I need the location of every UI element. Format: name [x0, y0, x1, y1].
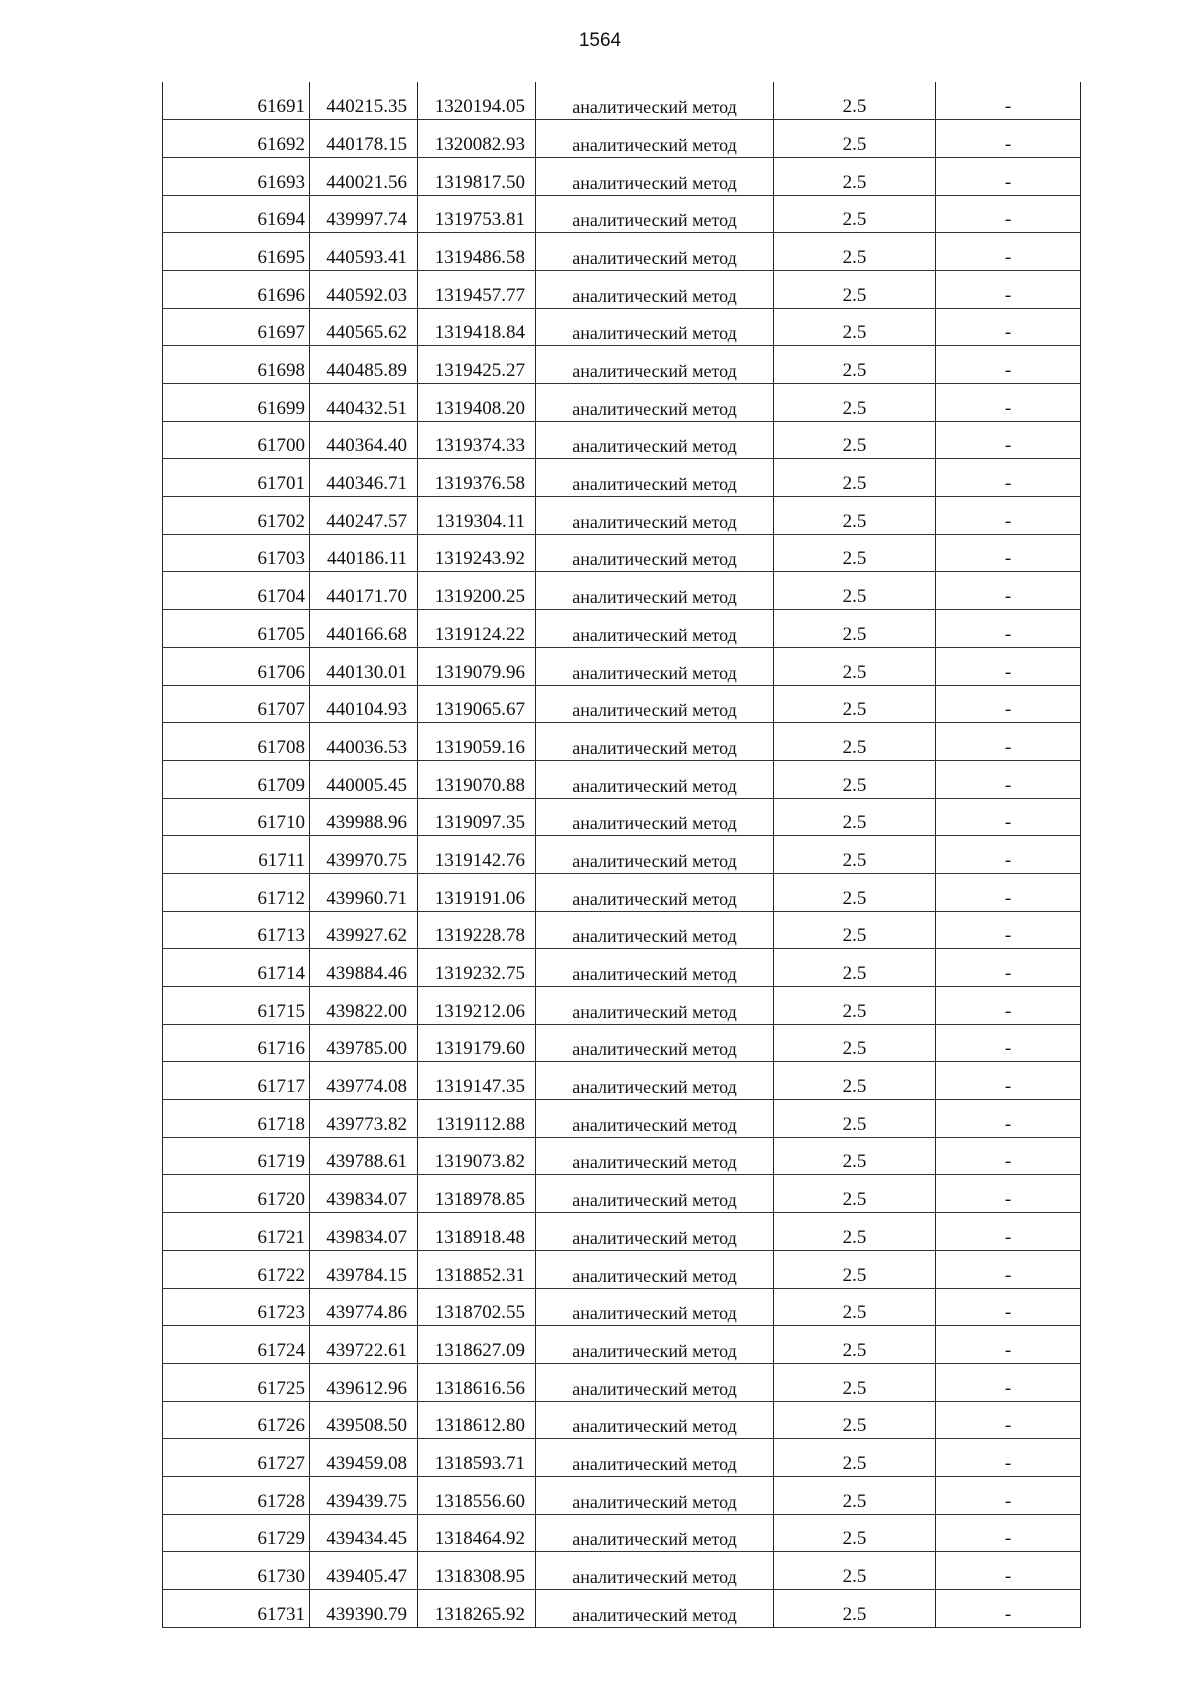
method-cell: аналитический метод	[536, 1062, 774, 1100]
note-cell: -	[936, 1213, 1081, 1251]
accuracy-cell: 2.5	[774, 384, 936, 422]
y-coordinate-cell: 1320194.05	[418, 82, 536, 120]
point-number-cell: 61692	[163, 120, 310, 158]
method-cell: аналитический метод	[536, 1439, 774, 1477]
x-coordinate-cell: 439927.62	[310, 911, 418, 949]
point-number-cell: 61700	[163, 421, 310, 459]
table-row	[163, 949, 1081, 987]
table-row	[163, 1552, 1081, 1590]
note-cell: -	[936, 459, 1081, 497]
note-cell: -	[936, 1100, 1081, 1138]
method-cell: аналитический метод	[536, 346, 774, 384]
y-coordinate-cell: 1320082.93	[418, 120, 536, 158]
accuracy-cell: 2.5	[774, 195, 936, 233]
note-cell: -	[936, 911, 1081, 949]
note-cell: -	[936, 760, 1081, 798]
method-cell: аналитический метод	[536, 685, 774, 723]
y-coordinate-cell: 1318918.48	[418, 1213, 536, 1251]
table-row	[163, 421, 1081, 459]
accuracy-cell: 2.5	[774, 459, 936, 497]
x-coordinate-cell: 439834.07	[310, 1175, 418, 1213]
accuracy-cell: 2.5	[774, 1213, 936, 1251]
point-number-cell: 61729	[163, 1514, 310, 1552]
point-number-cell: 61702	[163, 497, 310, 535]
y-coordinate-cell: 1318556.60	[418, 1476, 536, 1514]
y-coordinate-cell: 1318702.55	[418, 1288, 536, 1326]
point-number-cell: 61719	[163, 1137, 310, 1175]
point-number-cell: 61723	[163, 1288, 310, 1326]
accuracy-cell: 2.5	[774, 233, 936, 271]
accuracy-cell: 2.5	[774, 911, 936, 949]
x-coordinate-cell: 440346.71	[310, 459, 418, 497]
method-cell: аналитический метод	[536, 1213, 774, 1251]
y-coordinate-cell: 1319376.58	[418, 459, 536, 497]
note-cell: -	[936, 798, 1081, 836]
accuracy-cell: 2.5	[774, 1439, 936, 1477]
method-cell: аналитический метод	[536, 157, 774, 195]
x-coordinate-cell: 439774.08	[310, 1062, 418, 1100]
point-number-cell: 61697	[163, 308, 310, 346]
x-coordinate-cell: 439822.00	[310, 987, 418, 1025]
point-number-cell: 61711	[163, 836, 310, 874]
method-cell: аналитический метод	[536, 1401, 774, 1439]
method-cell: аналитический метод	[536, 911, 774, 949]
x-coordinate-cell: 439612.96	[310, 1363, 418, 1401]
method-cell: аналитический метод	[536, 1175, 774, 1213]
table-row	[163, 873, 1081, 911]
y-coordinate-cell: 1319112.88	[418, 1100, 536, 1138]
point-number-cell: 61730	[163, 1552, 310, 1590]
x-coordinate-cell: 439722.61	[310, 1326, 418, 1364]
coordinates-table	[162, 82, 1081, 1628]
x-coordinate-cell: 439960.71	[310, 873, 418, 911]
point-number-cell: 61731	[163, 1590, 310, 1628]
accuracy-cell: 2.5	[774, 1590, 936, 1628]
method-cell: аналитический метод	[536, 308, 774, 346]
method-cell: аналитический метод	[536, 1363, 774, 1401]
y-coordinate-cell: 1318852.31	[418, 1250, 536, 1288]
table-row	[163, 1175, 1081, 1213]
method-cell: аналитический метод	[536, 1288, 774, 1326]
table-row	[163, 1288, 1081, 1326]
y-coordinate-cell: 1319457.77	[418, 270, 536, 308]
x-coordinate-cell: 439773.82	[310, 1100, 418, 1138]
note-cell: -	[936, 1401, 1081, 1439]
method-cell: аналитический метод	[536, 534, 774, 572]
x-coordinate-cell: 440364.40	[310, 421, 418, 459]
x-coordinate-cell: 440215.35	[310, 82, 418, 120]
method-cell: аналитический метод	[536, 873, 774, 911]
y-coordinate-cell: 1319753.81	[418, 195, 536, 233]
point-number-cell: 61718	[163, 1100, 310, 1138]
y-coordinate-cell: 1319425.27	[418, 346, 536, 384]
table-row	[163, 760, 1081, 798]
y-coordinate-cell: 1319191.06	[418, 873, 536, 911]
point-number-cell: 61706	[163, 647, 310, 685]
y-coordinate-cell: 1318616.56	[418, 1363, 536, 1401]
method-cell: аналитический метод	[536, 233, 774, 271]
y-coordinate-cell: 1319073.82	[418, 1137, 536, 1175]
x-coordinate-cell: 440021.56	[310, 157, 418, 195]
note-cell: -	[936, 1363, 1081, 1401]
x-coordinate-cell: 440036.53	[310, 723, 418, 761]
note-cell: -	[936, 233, 1081, 271]
point-number-cell: 61727	[163, 1439, 310, 1477]
table-row	[163, 1590, 1081, 1628]
note-cell: -	[936, 647, 1081, 685]
x-coordinate-cell: 440432.51	[310, 384, 418, 422]
note-cell: -	[936, 1514, 1081, 1552]
y-coordinate-cell: 1319232.75	[418, 949, 536, 987]
table-row	[163, 911, 1081, 949]
table-row	[163, 384, 1081, 422]
x-coordinate-cell: 440593.41	[310, 233, 418, 271]
accuracy-cell: 2.5	[774, 82, 936, 120]
table-row	[163, 1363, 1081, 1401]
accuracy-cell: 2.5	[774, 1288, 936, 1326]
y-coordinate-cell: 1319817.50	[418, 157, 536, 195]
point-number-cell: 61698	[163, 346, 310, 384]
y-coordinate-cell: 1319179.60	[418, 1024, 536, 1062]
point-number-cell: 61724	[163, 1326, 310, 1364]
point-number-cell: 61707	[163, 685, 310, 723]
x-coordinate-cell: 439774.86	[310, 1288, 418, 1326]
table-row	[163, 120, 1081, 158]
note-cell: -	[936, 157, 1081, 195]
note-cell: -	[936, 1552, 1081, 1590]
x-coordinate-cell: 440178.15	[310, 120, 418, 158]
coordinates-table-body	[163, 82, 1081, 1627]
y-coordinate-cell: 1318308.95	[418, 1552, 536, 1590]
note-cell: -	[936, 421, 1081, 459]
method-cell: аналитический метод	[536, 1250, 774, 1288]
y-coordinate-cell: 1319065.67	[418, 685, 536, 723]
method-cell: аналитический метод	[536, 610, 774, 648]
table-row	[163, 233, 1081, 271]
y-coordinate-cell: 1319304.11	[418, 497, 536, 535]
point-number-cell: 61693	[163, 157, 310, 195]
point-number-cell: 61694	[163, 195, 310, 233]
x-coordinate-cell: 440247.57	[310, 497, 418, 535]
accuracy-cell: 2.5	[774, 723, 936, 761]
y-coordinate-cell: 1319374.33	[418, 421, 536, 459]
y-coordinate-cell: 1319486.58	[418, 233, 536, 271]
point-number-cell: 61701	[163, 459, 310, 497]
accuracy-cell: 2.5	[774, 798, 936, 836]
point-number-cell: 61710	[163, 798, 310, 836]
accuracy-cell: 2.5	[774, 647, 936, 685]
table-row	[163, 1062, 1081, 1100]
point-number-cell: 61703	[163, 534, 310, 572]
point-number-cell: 61699	[163, 384, 310, 422]
table-row	[163, 1213, 1081, 1251]
y-coordinate-cell: 1319212.06	[418, 987, 536, 1025]
table-row	[163, 1100, 1081, 1138]
x-coordinate-cell: 439970.75	[310, 836, 418, 874]
note-cell: -	[936, 1476, 1081, 1514]
method-cell: аналитический метод	[536, 384, 774, 422]
page-number: 1564	[578, 30, 622, 51]
table-row	[163, 1439, 1081, 1477]
x-coordinate-cell: 439997.74	[310, 195, 418, 233]
point-number-cell: 61720	[163, 1175, 310, 1213]
point-number-cell: 61708	[163, 723, 310, 761]
note-cell: -	[936, 873, 1081, 911]
note-cell: -	[936, 1590, 1081, 1628]
table-row	[163, 987, 1081, 1025]
y-coordinate-cell: 1318464.92	[418, 1514, 536, 1552]
method-cell: аналитический метод	[536, 572, 774, 610]
table-row	[163, 270, 1081, 308]
method-cell: аналитический метод	[536, 1590, 774, 1628]
x-coordinate-cell: 439459.08	[310, 1439, 418, 1477]
accuracy-cell: 2.5	[774, 1175, 936, 1213]
note-cell: -	[936, 346, 1081, 384]
y-coordinate-cell: 1319200.25	[418, 572, 536, 610]
x-coordinate-cell: 439405.47	[310, 1552, 418, 1590]
method-cell: аналитический метод	[536, 270, 774, 308]
method-cell: аналитический метод	[536, 1100, 774, 1138]
y-coordinate-cell: 1318265.92	[418, 1590, 536, 1628]
table-row	[163, 195, 1081, 233]
method-cell: аналитический метод	[536, 459, 774, 497]
y-coordinate-cell: 1319408.20	[418, 384, 536, 422]
accuracy-cell: 2.5	[774, 346, 936, 384]
x-coordinate-cell: 440186.11	[310, 534, 418, 572]
point-number-cell: 61726	[163, 1401, 310, 1439]
table-row	[163, 647, 1081, 685]
note-cell: -	[936, 82, 1081, 120]
y-coordinate-cell: 1319059.16	[418, 723, 536, 761]
table-row	[163, 534, 1081, 572]
table-row	[163, 346, 1081, 384]
y-coordinate-cell: 1319070.88	[418, 760, 536, 798]
y-coordinate-cell: 1319097.35	[418, 798, 536, 836]
note-cell: -	[936, 949, 1081, 987]
x-coordinate-cell: 440592.03	[310, 270, 418, 308]
x-coordinate-cell: 440104.93	[310, 685, 418, 723]
accuracy-cell: 2.5	[774, 1476, 936, 1514]
accuracy-cell: 2.5	[774, 610, 936, 648]
note-cell: -	[936, 987, 1081, 1025]
method-cell: аналитический метод	[536, 421, 774, 459]
accuracy-cell: 2.5	[774, 572, 936, 610]
accuracy-cell: 2.5	[774, 685, 936, 723]
accuracy-cell: 2.5	[774, 836, 936, 874]
point-number-cell: 61725	[163, 1363, 310, 1401]
table-row	[163, 1401, 1081, 1439]
note-cell: -	[936, 1062, 1081, 1100]
x-coordinate-cell: 439785.00	[310, 1024, 418, 1062]
point-number-cell: 61717	[163, 1062, 310, 1100]
method-cell: аналитический метод	[536, 82, 774, 120]
x-coordinate-cell: 439784.15	[310, 1250, 418, 1288]
accuracy-cell: 2.5	[774, 120, 936, 158]
accuracy-cell: 2.5	[774, 987, 936, 1025]
x-coordinate-cell: 440005.45	[310, 760, 418, 798]
note-cell: -	[936, 308, 1081, 346]
accuracy-cell: 2.5	[774, 1514, 936, 1552]
x-coordinate-cell: 439834.07	[310, 1213, 418, 1251]
accuracy-cell: 2.5	[774, 270, 936, 308]
method-cell: аналитический метод	[536, 1514, 774, 1552]
accuracy-cell: 2.5	[774, 1062, 936, 1100]
note-cell: -	[936, 497, 1081, 535]
y-coordinate-cell: 1318627.09	[418, 1326, 536, 1364]
table-row	[163, 157, 1081, 195]
method-cell: аналитический метод	[536, 1552, 774, 1590]
point-number-cell: 61695	[163, 233, 310, 271]
note-cell: -	[936, 1175, 1081, 1213]
x-coordinate-cell: 439508.50	[310, 1401, 418, 1439]
note-cell: -	[936, 836, 1081, 874]
point-number-cell: 61709	[163, 760, 310, 798]
accuracy-cell: 2.5	[774, 308, 936, 346]
x-coordinate-cell: 439434.45	[310, 1514, 418, 1552]
point-number-cell: 61714	[163, 949, 310, 987]
x-coordinate-cell: 440171.70	[310, 572, 418, 610]
note-cell: -	[936, 270, 1081, 308]
x-coordinate-cell: 440166.68	[310, 610, 418, 648]
table-row	[163, 723, 1081, 761]
note-cell: -	[936, 120, 1081, 158]
note-cell: -	[936, 1250, 1081, 1288]
accuracy-cell: 2.5	[774, 157, 936, 195]
y-coordinate-cell: 1319418.84	[418, 308, 536, 346]
accuracy-cell: 2.5	[774, 421, 936, 459]
accuracy-cell: 2.5	[774, 1100, 936, 1138]
x-coordinate-cell: 439788.61	[310, 1137, 418, 1175]
table-row	[163, 1476, 1081, 1514]
table-row	[163, 836, 1081, 874]
method-cell: аналитический метод	[536, 1137, 774, 1175]
point-number-cell: 61728	[163, 1476, 310, 1514]
point-number-cell: 61716	[163, 1024, 310, 1062]
accuracy-cell: 2.5	[774, 497, 936, 535]
x-coordinate-cell: 440485.89	[310, 346, 418, 384]
point-number-cell: 61712	[163, 873, 310, 911]
note-cell: -	[936, 1024, 1081, 1062]
point-number-cell: 61715	[163, 987, 310, 1025]
method-cell: аналитический метод	[536, 120, 774, 158]
method-cell: аналитический метод	[536, 987, 774, 1025]
method-cell: аналитический метод	[536, 798, 774, 836]
method-cell: аналитический метод	[536, 647, 774, 685]
x-coordinate-cell: 439439.75	[310, 1476, 418, 1514]
table-row	[163, 497, 1081, 535]
y-coordinate-cell: 1318593.71	[418, 1439, 536, 1477]
x-coordinate-cell: 439390.79	[310, 1590, 418, 1628]
y-coordinate-cell: 1319147.35	[418, 1062, 536, 1100]
accuracy-cell: 2.5	[774, 1401, 936, 1439]
y-coordinate-cell: 1318612.80	[418, 1401, 536, 1439]
x-coordinate-cell: 439884.46	[310, 949, 418, 987]
method-cell: аналитический метод	[536, 760, 774, 798]
note-cell: -	[936, 685, 1081, 723]
table-row	[163, 610, 1081, 648]
note-cell: -	[936, 1137, 1081, 1175]
note-cell: -	[936, 723, 1081, 761]
table-row	[163, 798, 1081, 836]
point-number-cell: 61704	[163, 572, 310, 610]
note-cell: -	[936, 384, 1081, 422]
accuracy-cell: 2.5	[774, 1024, 936, 1062]
point-number-cell: 61705	[163, 610, 310, 648]
table-row	[163, 308, 1081, 346]
x-coordinate-cell: 440130.01	[310, 647, 418, 685]
accuracy-cell: 2.5	[774, 949, 936, 987]
table-row	[163, 82, 1081, 120]
accuracy-cell: 2.5	[774, 873, 936, 911]
note-cell: -	[936, 534, 1081, 572]
table-row	[163, 572, 1081, 610]
table-row	[163, 1514, 1081, 1552]
table-row	[163, 685, 1081, 723]
method-cell: аналитический метод	[536, 949, 774, 987]
y-coordinate-cell: 1319243.92	[418, 534, 536, 572]
accuracy-cell: 2.5	[774, 1363, 936, 1401]
y-coordinate-cell: 1318978.85	[418, 1175, 536, 1213]
table-row	[163, 459, 1081, 497]
note-cell: -	[936, 572, 1081, 610]
note-cell: -	[936, 1288, 1081, 1326]
accuracy-cell: 2.5	[774, 534, 936, 572]
accuracy-cell: 2.5	[774, 760, 936, 798]
note-cell: -	[936, 1439, 1081, 1477]
method-cell: аналитический метод	[536, 836, 774, 874]
y-coordinate-cell: 1319142.76	[418, 836, 536, 874]
y-coordinate-cell: 1319079.96	[418, 647, 536, 685]
table-row	[163, 1250, 1081, 1288]
table-row	[163, 1024, 1081, 1062]
note-cell: -	[936, 1326, 1081, 1364]
method-cell: аналитический метод	[536, 1326, 774, 1364]
accuracy-cell: 2.5	[774, 1250, 936, 1288]
point-number-cell: 61721	[163, 1213, 310, 1251]
note-cell: -	[936, 195, 1081, 233]
point-number-cell: 61713	[163, 911, 310, 949]
x-coordinate-cell: 439988.96	[310, 798, 418, 836]
point-number-cell: 61722	[163, 1250, 310, 1288]
method-cell: аналитический метод	[536, 1476, 774, 1514]
table-row	[163, 1137, 1081, 1175]
y-coordinate-cell: 1319124.22	[418, 610, 536, 648]
x-coordinate-cell: 440565.62	[310, 308, 418, 346]
accuracy-cell: 2.5	[774, 1137, 936, 1175]
method-cell: аналитический метод	[536, 195, 774, 233]
method-cell: аналитический метод	[536, 1024, 774, 1062]
note-cell: -	[936, 610, 1081, 648]
y-coordinate-cell: 1319228.78	[418, 911, 536, 949]
accuracy-cell: 2.5	[774, 1552, 936, 1590]
point-number-cell: 61696	[163, 270, 310, 308]
method-cell: аналитический метод	[536, 723, 774, 761]
method-cell: аналитический метод	[536, 497, 774, 535]
point-number-cell: 61691	[163, 82, 310, 120]
accuracy-cell: 2.5	[774, 1326, 936, 1364]
table-row	[163, 1326, 1081, 1364]
